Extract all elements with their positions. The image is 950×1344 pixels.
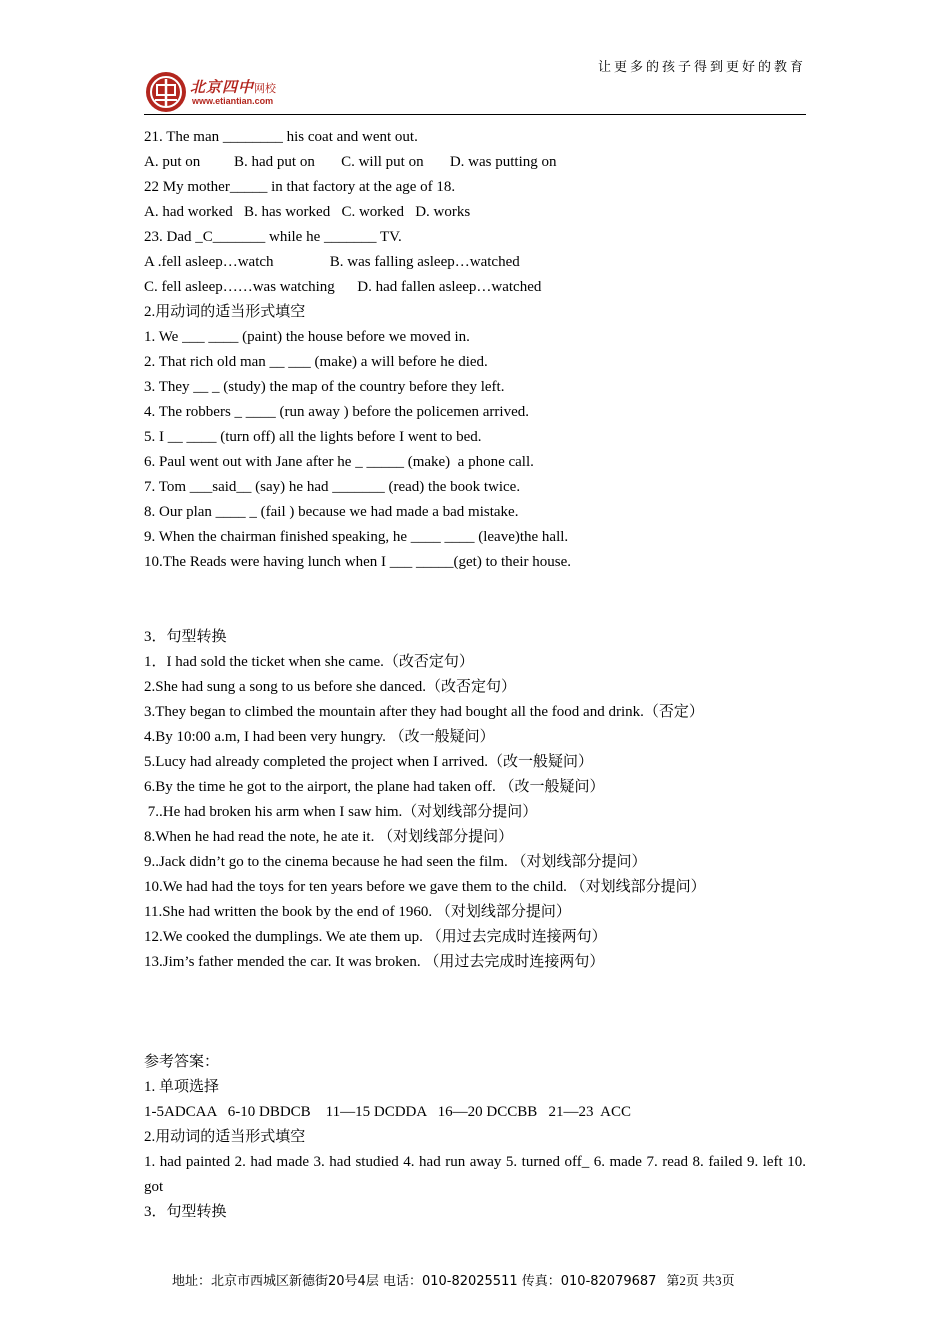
transform-line: 6.By the time he got to the airport, the plane had taken off. （改一般疑问） (144, 779, 605, 795)
transform-line: 3.They began to climbed the mountain after they had bought all the food and drink.（否定） (144, 704, 704, 720)
mc-line: A .fell asleep…watch B. was falling asleep…watched (144, 254, 520, 270)
logo-emblem-icon (144, 70, 188, 114)
transform-line: 9..Jack didn’t go to the cinema because he had seen the film. （对划线部分提问） (144, 854, 647, 870)
document-body (144, 125, 806, 1225)
mc-line: 22 My mother_____ in that factory at the age of 18. (144, 179, 456, 195)
transform-line: 10.We had had the toys for ten years before we gave them to the child. （对划线部分提问） (144, 879, 706, 895)
fill-line: 3. They __ _ (study) the map of the country before they left. (144, 379, 505, 395)
fill-line: 5. I __ ____ (turn off) all the lights before I went to bed. (144, 429, 482, 445)
site-logo[interactable] (144, 70, 324, 114)
transform-line: 5.Lucy had already completed the project when I arrived.（改一般疑问） (144, 754, 594, 770)
page-number: 第2页 共3页 (666, 1273, 735, 1288)
mc-line: A. put on B. had put on C. will put on D. was putting on (144, 154, 557, 170)
spacer (144, 575, 806, 625)
fill-line: 4. The robbers _ ____ (run away ) before the policemen arrived. (144, 404, 529, 420)
fill-line: 8. Our plan ____ _ (fail ) because we had made a bad mistake. (144, 504, 519, 520)
transform-line: 8.When he had read the note, he ate it. （对划线部分提问） (144, 829, 514, 845)
logo-sub: 网校 (254, 82, 277, 95)
fill-line: 9. When the chairman finished speaking, he ____ ____ (leave)the hall. (144, 529, 569, 545)
fill-line: 6. Paul went out with Jane after he _ _____ (make) a phone call. (144, 454, 534, 470)
header-slogan: 让更多的孩子得到更好的教育 (597, 60, 806, 75)
mc-line: 23. Dad _C_______ while he _______ TV. (144, 229, 402, 245)
fill-line: 2. That rich old man __ ___ (make) a will before he died. (144, 354, 488, 370)
fill-line: 10.The Reads were having lunch when I ___ _____(get) to their house. (144, 554, 571, 570)
page-footer (172, 1270, 735, 1289)
answers-title: 参考答案： (144, 1054, 220, 1070)
logo-name: 北京四中网校 (190, 78, 277, 96)
transform-line: 7..He had broken his arm when I saw him.（对划线部分提问） (144, 804, 538, 820)
transform-line: 13.Jim’s father mended the car. It was broken. （用过去完成时连接两句） (144, 954, 605, 970)
transform-line: 11.She had written the book by the end of 1960. （对划线部分提问） (144, 904, 571, 920)
section-title: 2.用动词的适当形式填空 (144, 304, 306, 320)
transform-line: 1．I had sold the ticket when she came.（改否定句） (144, 654, 474, 670)
transform-line: 2.She had sung a song to us before she danced.（改否定句） (144, 679, 517, 695)
mc-line: C. fell asleep……was watching D. had fallen asleep…watched (144, 279, 542, 295)
footer-address: 地址：北京市西城区新德街20号4层 电话：010-82025511 传真：010-82079687 (172, 1274, 657, 1289)
fill-line: 1. We ___ ____ (paint) the house before we moved in. (144, 329, 470, 345)
header-divider (144, 114, 806, 115)
spacer (144, 975, 806, 1050)
fill-line: 7. Tom ___said__ (say) he had _______ (read) the book twice. (144, 479, 521, 495)
transform-line: 12.We cooked the dumplings. We ate them up. （用过去完成时连接两句） (144, 929, 607, 945)
mc-line: A. had worked B. has worked C. worked D. works (144, 204, 471, 220)
logo-url: www.etiantian.com (192, 96, 274, 106)
answers-fill: 1. had painted 2. had made 3. had studied 4. had run away 5. turned off_ 6. made 7. read 8. failed 9. left 10. got (144, 1154, 806, 1195)
section-title: 3．句型转换 (144, 629, 227, 645)
answers-mc-title: 1. 单项选择 (144, 1079, 220, 1095)
transform-line: 4.By 10:00 a.m, I had been very hungry. （改一般疑问） (144, 729, 495, 745)
answers-fill-title: 2.用动词的适当形式填空 (144, 1129, 306, 1145)
answers-transform-title: 3．句型转换 (144, 1204, 227, 1220)
mc-line: 21. The man ________ his coat and went out. (144, 129, 418, 145)
answers-mc: 1-5ADCAA 6-10 DBDCB 11—15 DCDDA 16—20 DCCBB 21—23 ACC (144, 1104, 631, 1120)
